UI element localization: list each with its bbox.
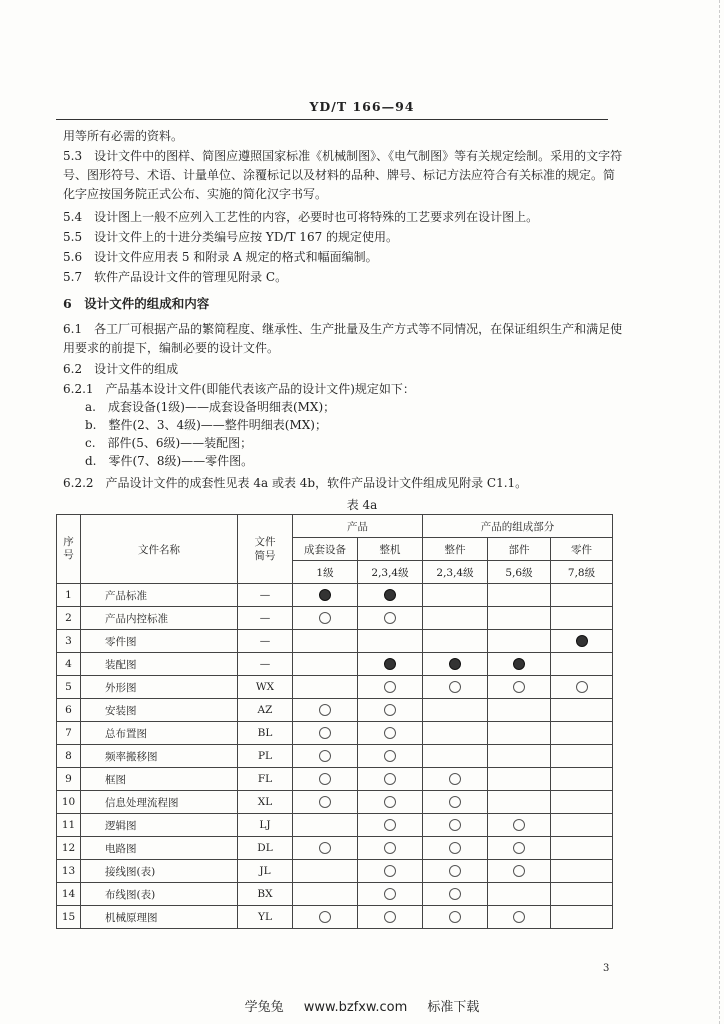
footer-watermark: [0, 996, 724, 1015]
empty-circle-icon: [449, 842, 461, 854]
empty-circle-icon: [384, 819, 396, 831]
row-number: 6: [57, 699, 81, 722]
header-level-4: 7,8级: [551, 561, 613, 584]
cell-mark: [358, 860, 423, 883]
footer-url[interactable]: www.bzfxw.com: [303, 1000, 408, 1015]
cell-mark: [358, 906, 423, 929]
header-code: 文件简号: [238, 515, 293, 584]
table-row: [57, 837, 613, 860]
document-name: 框图: [81, 768, 238, 791]
cell-mark: [551, 745, 613, 768]
clause-5-3: 5.3 设计文件中的图样、简图应遵照国家标准《机械制图》、《电气制图》等有关规定绘制。采用的文字符号、图形符号、术语、计量单位、涂覆标记以及材料的品种、牌号、标记方法应符合有关标准的规定。简化字应按国务院正式公布、实施的简化汉字书写。: [63, 149, 623, 201]
design-documents-table: [56, 514, 613, 929]
cell-mark: [423, 676, 488, 699]
cell-mark: [423, 860, 488, 883]
cell-mark: [423, 906, 488, 929]
cell-mark: [423, 768, 488, 791]
cell-mark: [293, 906, 358, 929]
table-row: [57, 883, 613, 906]
clause-5-5: 5.5 设计文件上的十进分类编号应按 YD/T 167 的规定使用。: [63, 230, 399, 244]
table-row: [57, 699, 613, 722]
cell-mark: [488, 791, 551, 814]
document-code: WX: [238, 676, 293, 699]
table-row: [57, 768, 613, 791]
row-number: 1: [57, 584, 81, 607]
empty-circle-icon: [449, 888, 461, 900]
cell-mark: [488, 745, 551, 768]
header-col-1: 整机: [358, 538, 423, 561]
empty-circle-icon: [319, 750, 331, 762]
section-6-title: 6 设计文件的组成和内容: [63, 296, 210, 311]
cell-mark: [423, 837, 488, 860]
empty-circle-icon: [319, 911, 331, 923]
row-number: 11: [57, 814, 81, 837]
cell-mark: [488, 768, 551, 791]
empty-circle-icon: [319, 842, 331, 854]
cell-mark: [293, 768, 358, 791]
cell-mark: [551, 653, 613, 676]
document-name: 机械原理图: [81, 906, 238, 929]
header-level-0: 1级: [293, 561, 358, 584]
paragraph-continued: 用等所有必需的资料。: [63, 129, 184, 143]
clause-6-2-2: 6.2.2 产品设计文件的成套性见表 4a 或表 4b，软件产品设计文件组成见附录 C1.1。: [63, 476, 528, 490]
empty-circle-icon: [513, 819, 525, 831]
cell-mark: [488, 883, 551, 906]
row-number: 10: [57, 791, 81, 814]
document-code: JL: [238, 860, 293, 883]
document-code: —: [238, 584, 293, 607]
document-code: YL: [238, 906, 293, 929]
document-code: DL: [238, 837, 293, 860]
header-product: 产品: [293, 515, 423, 538]
cell-mark: [293, 837, 358, 860]
document-name: 总布置图: [81, 722, 238, 745]
clause-5-7: 5.7 软件产品设计文件的管理见附录 C。: [63, 270, 288, 284]
header-col-2: 整件: [423, 538, 488, 561]
cell-mark: [358, 883, 423, 906]
clause-5-6: 5.6 设计文件应用表 5 和附录 A 规定的格式和幅面编制。: [63, 250, 378, 264]
cell-mark: [293, 607, 358, 630]
cell-mark: [358, 722, 423, 745]
empty-circle-icon: [384, 842, 396, 854]
cell-mark: [551, 630, 613, 653]
empty-circle-icon: [449, 865, 461, 877]
empty-circle-icon: [319, 773, 331, 785]
page-number: 3: [603, 963, 610, 974]
cell-mark: [293, 584, 358, 607]
list-item: a. 成套设备(1级)——成套设备明细表(MX)；: [85, 400, 336, 414]
cell-mark: [423, 814, 488, 837]
row-number: 7: [57, 722, 81, 745]
cell-mark: [551, 607, 613, 630]
cell-mark: [488, 676, 551, 699]
table-row: [57, 745, 613, 768]
document-code: BX: [238, 883, 293, 906]
cell-mark: [293, 653, 358, 676]
cell-mark: [358, 676, 423, 699]
cell-mark: [423, 791, 488, 814]
cell-mark: [551, 906, 613, 929]
list-item: b. 整件(2、3、4级)——整件明细表(MX)；: [85, 418, 327, 432]
cell-mark: [488, 699, 551, 722]
cell-mark: [358, 584, 423, 607]
cell-mark: [358, 630, 423, 653]
cell-mark: [358, 791, 423, 814]
empty-circle-icon: [513, 865, 525, 877]
cell-mark: [551, 722, 613, 745]
table-row: [57, 630, 613, 653]
filled-circle-icon: [576, 635, 588, 647]
cell-mark: [488, 630, 551, 653]
cell-mark: [551, 676, 613, 699]
empty-circle-icon: [319, 704, 331, 716]
document-code: —: [238, 630, 293, 653]
empty-circle-icon: [513, 911, 525, 923]
cell-mark: [551, 699, 613, 722]
document-name: 装配图: [81, 653, 238, 676]
empty-circle-icon: [384, 888, 396, 900]
cell-mark: [488, 814, 551, 837]
empty-circle-icon: [449, 773, 461, 785]
table-row: [57, 607, 613, 630]
footer-label: 标准下载: [427, 1000, 480, 1015]
filled-circle-icon: [319, 589, 331, 601]
cell-mark: [358, 745, 423, 768]
document-code: —: [238, 653, 293, 676]
document-name: 电路图: [81, 837, 238, 860]
document-code: FL: [238, 768, 293, 791]
empty-circle-icon: [384, 796, 396, 808]
empty-circle-icon: [449, 681, 461, 693]
cell-mark: [488, 653, 551, 676]
cell-mark: [293, 791, 358, 814]
cell-mark: [488, 607, 551, 630]
header-level-1: 2,3,4级: [358, 561, 423, 584]
empty-circle-icon: [513, 681, 525, 693]
cell-mark: [293, 630, 358, 653]
empty-circle-icon: [384, 911, 396, 923]
header-parts: 产品的组成部分: [423, 515, 613, 538]
cell-mark: [293, 883, 358, 906]
row-number: 2: [57, 607, 81, 630]
cell-mark: [551, 584, 613, 607]
filled-circle-icon: [384, 589, 396, 601]
header-rule: [56, 119, 608, 120]
empty-circle-icon: [384, 773, 396, 785]
header-col-0: 成套设备: [293, 538, 358, 561]
table-row: [57, 791, 613, 814]
empty-circle-icon: [384, 704, 396, 716]
row-number: 8: [57, 745, 81, 768]
cell-mark: [293, 745, 358, 768]
empty-circle-icon: [449, 911, 461, 923]
cell-mark: [293, 722, 358, 745]
document-name: 产品内控标准: [81, 607, 238, 630]
cell-mark: [551, 883, 613, 906]
header-seq: 序号: [57, 515, 81, 584]
cell-mark: [423, 722, 488, 745]
cell-mark: [293, 676, 358, 699]
cell-mark: [423, 699, 488, 722]
document-name: 安装图: [81, 699, 238, 722]
document-code: XL: [238, 791, 293, 814]
cell-mark: [358, 607, 423, 630]
empty-circle-icon: [384, 612, 396, 624]
empty-circle-icon: [384, 865, 396, 877]
cell-mark: [551, 837, 613, 860]
header-col-4: 零件: [551, 538, 613, 561]
table-row: [57, 722, 613, 745]
cell-mark: [358, 653, 423, 676]
header-name: 文件名称: [81, 515, 238, 584]
document-code: BL: [238, 722, 293, 745]
document-name: 产品标准: [81, 584, 238, 607]
cell-mark: [423, 584, 488, 607]
table-caption: 表 4a: [346, 498, 378, 512]
cell-mark: [423, 745, 488, 768]
clause-6-2-1: 6.2.1 产品基本设计文件(即能代表该产品的设计文件)规定如下：: [63, 382, 415, 396]
empty-circle-icon: [319, 727, 331, 739]
cell-mark: [488, 860, 551, 883]
cell-mark: [488, 906, 551, 929]
document-code: —: [238, 607, 293, 630]
table-row: [57, 653, 613, 676]
empty-circle-icon: [319, 796, 331, 808]
empty-circle-icon: [449, 796, 461, 808]
table-row: [57, 906, 613, 929]
row-number: 3: [57, 630, 81, 653]
table-row: [57, 860, 613, 883]
row-number: 4: [57, 653, 81, 676]
document-name: 信息处理流程图: [81, 791, 238, 814]
document-name: 布线图(表): [81, 883, 238, 906]
empty-circle-icon: [319, 612, 331, 624]
row-number: 9: [57, 768, 81, 791]
cell-mark: [423, 653, 488, 676]
empty-circle-icon: [513, 842, 525, 854]
clause-6-1: 6.1 各工厂可根据产品的繁简程度、继承性、生产批量及生产方式等不同情况，在保证组织生产和满足使用要求的前提下，编制必要的设计文件。: [63, 322, 623, 355]
empty-circle-icon: [384, 750, 396, 762]
cell-mark: [488, 584, 551, 607]
cell-mark: [293, 699, 358, 722]
clause-5-4: 5.4 设计图上一般不应列入工艺性的内容，必要时也可将特殊的工艺要求列在设计图上。: [63, 210, 539, 224]
filled-circle-icon: [384, 658, 396, 670]
row-number: 14: [57, 883, 81, 906]
cell-mark: [423, 883, 488, 906]
cell-mark: [358, 814, 423, 837]
table-row: [57, 814, 613, 837]
cell-mark: [423, 630, 488, 653]
empty-circle-icon: [384, 681, 396, 693]
list-item: c. 部件(5、6级)——装配图；: [85, 436, 253, 450]
filled-circle-icon: [449, 658, 461, 670]
row-number: 5: [57, 676, 81, 699]
cell-mark: [293, 814, 358, 837]
document-code: AZ: [238, 699, 293, 722]
cell-mark: [358, 699, 423, 722]
table-row: [57, 676, 613, 699]
table-row: [57, 584, 613, 607]
document-name: 逻辑图: [81, 814, 238, 837]
page-header: YD/T 166—94: [309, 99, 415, 114]
cell-mark: [488, 837, 551, 860]
cell-mark: [423, 607, 488, 630]
document-code: LJ: [238, 814, 293, 837]
cell-mark: [551, 860, 613, 883]
header-level-3: 5,6级: [488, 561, 551, 584]
document-code: PL: [238, 745, 293, 768]
cell-mark: [293, 860, 358, 883]
row-number: 13: [57, 860, 81, 883]
empty-circle-icon: [449, 819, 461, 831]
document-name: 外形图: [81, 676, 238, 699]
cell-mark: [358, 837, 423, 860]
header-level-2: 2,3,4级: [423, 561, 488, 584]
document-name: 接线图(表): [81, 860, 238, 883]
footer-brand: 学兔兔: [244, 1000, 284, 1015]
list-item: d. 零件(7、8级)——零件图。: [85, 454, 254, 468]
document-name: 零件图: [81, 630, 238, 653]
cell-mark: [488, 722, 551, 745]
filled-circle-icon: [513, 658, 525, 670]
clause-6-2: 6.2 设计文件的组成: [63, 362, 179, 376]
empty-circle-icon: [576, 681, 588, 693]
document-name: 频率搬移图: [81, 745, 238, 768]
cell-mark: [358, 768, 423, 791]
row-number: 12: [57, 837, 81, 860]
cell-mark: [551, 768, 613, 791]
row-number: 15: [57, 906, 81, 929]
empty-circle-icon: [384, 727, 396, 739]
cell-mark: [551, 814, 613, 837]
cell-mark: [551, 791, 613, 814]
header-col-3: 部件: [488, 538, 551, 561]
